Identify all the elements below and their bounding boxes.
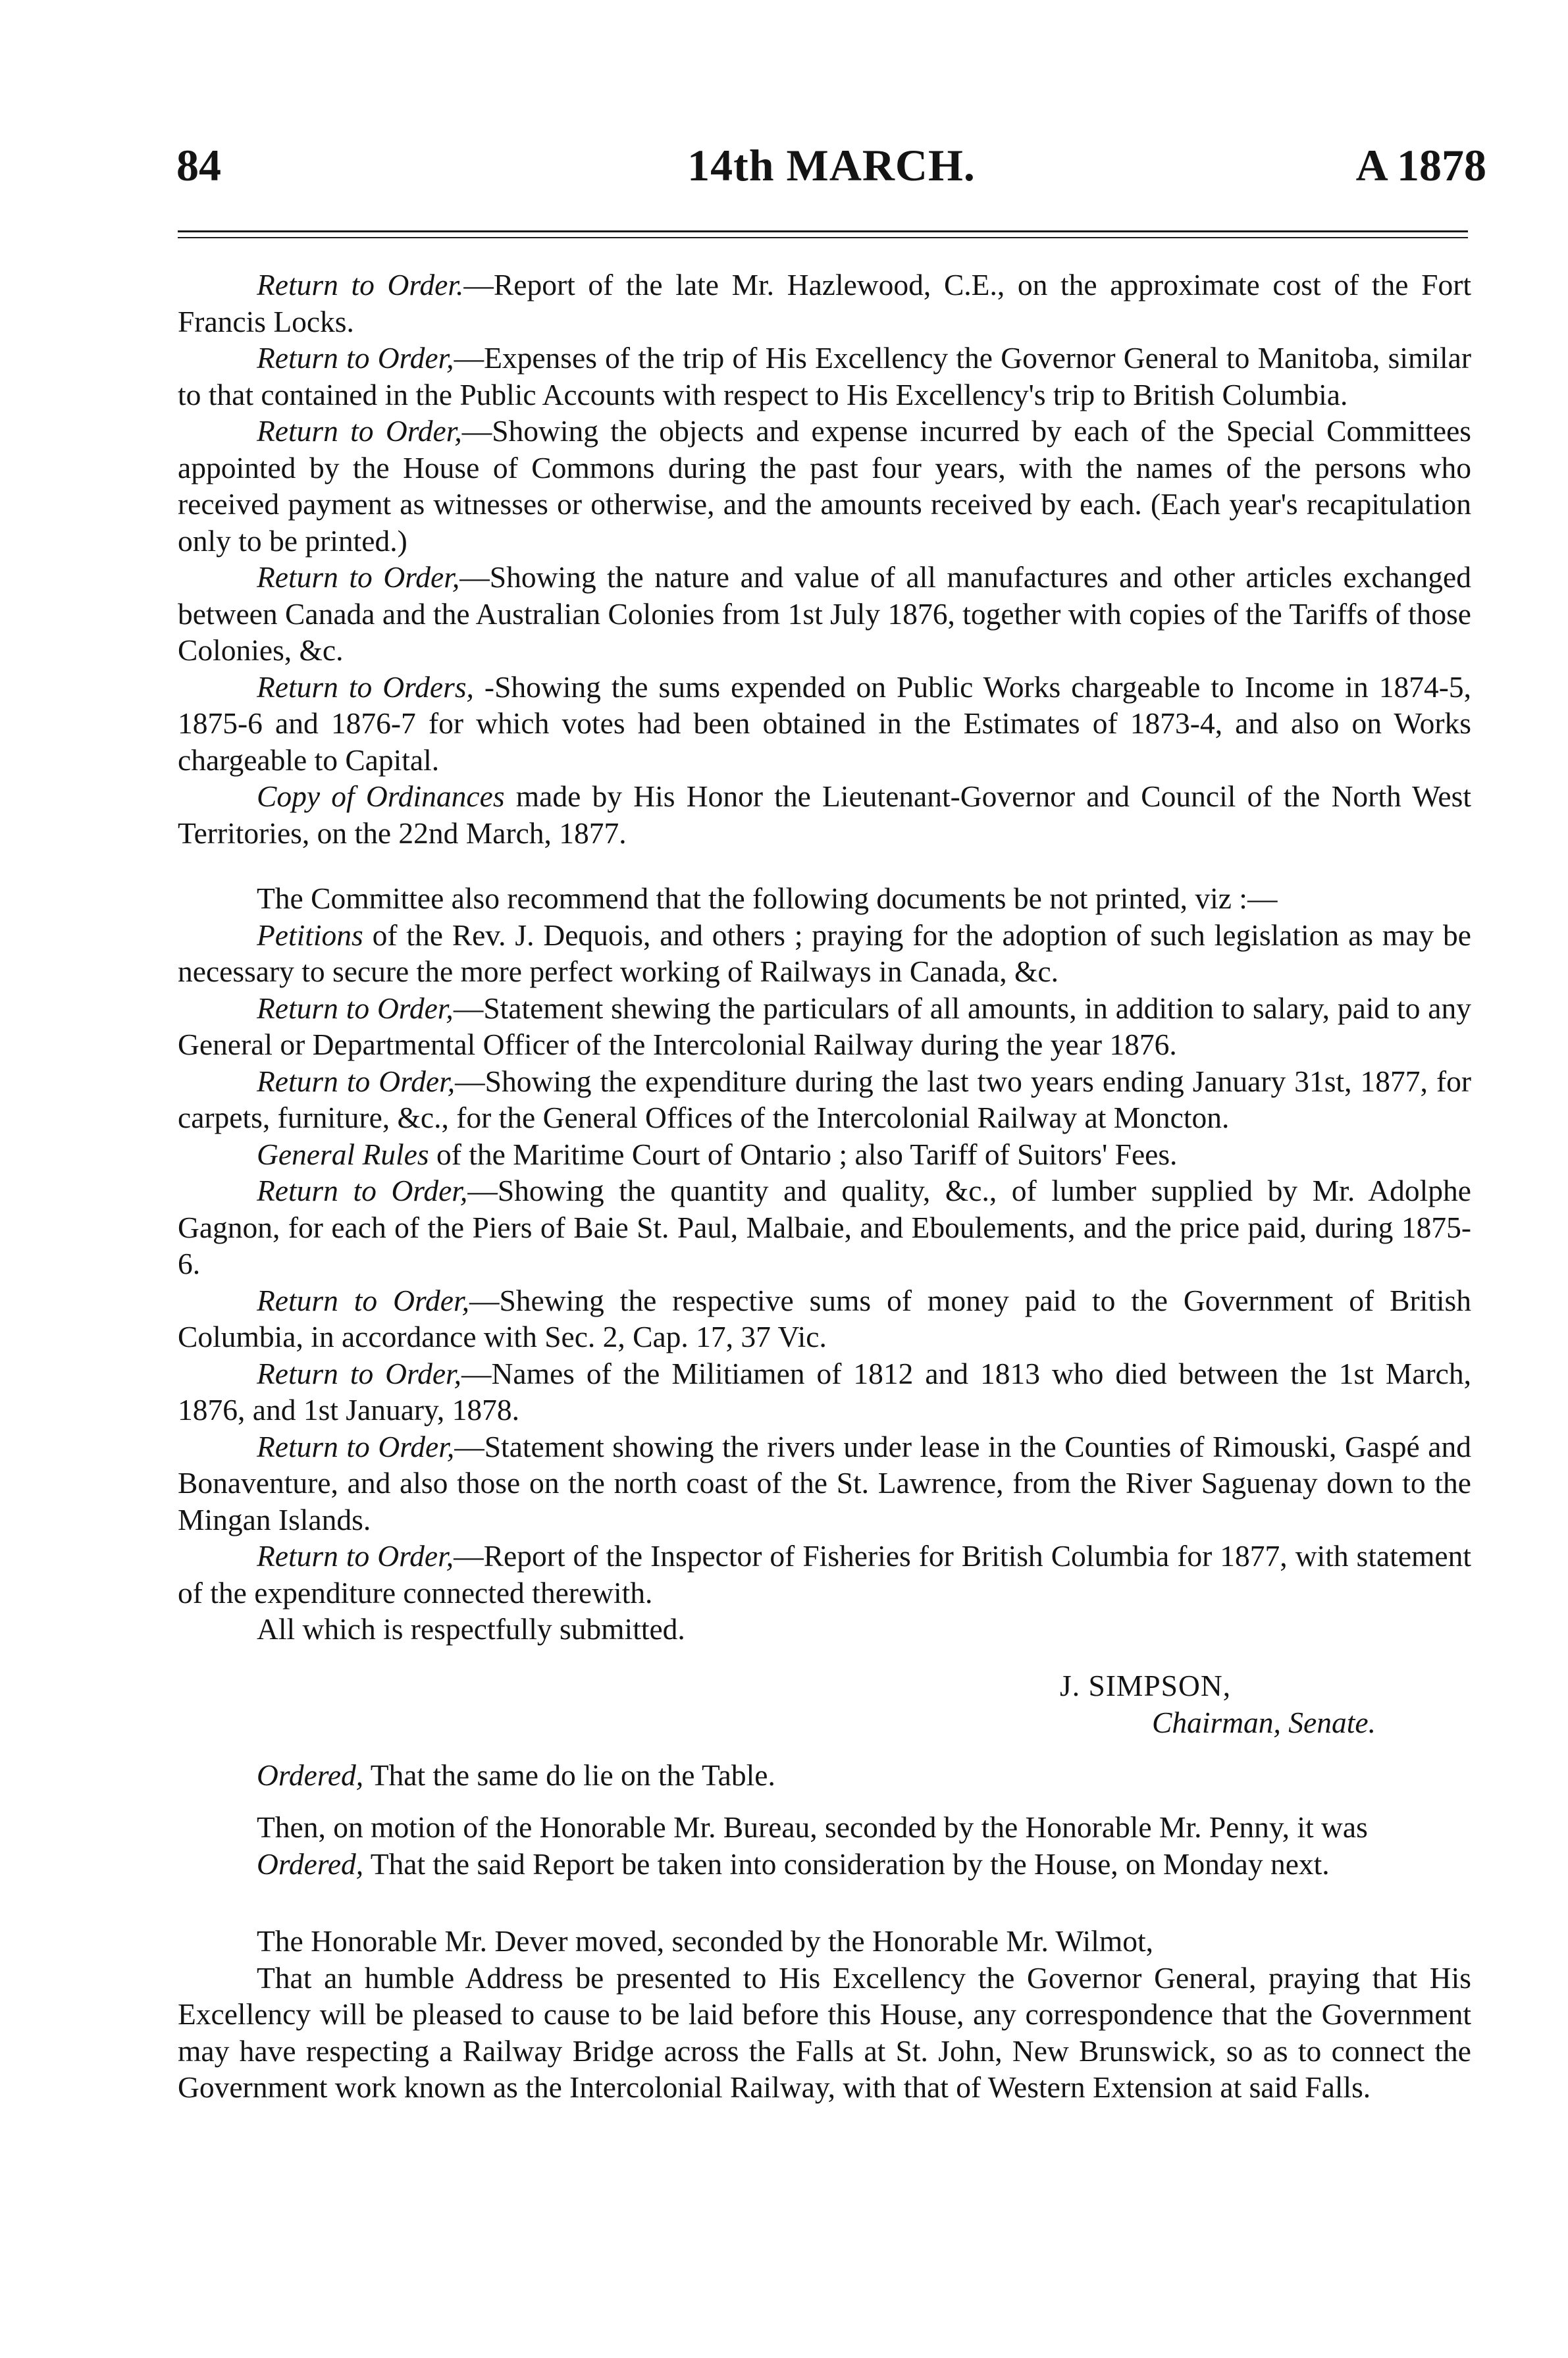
- entry-lead: General Rules: [257, 1137, 429, 1171]
- entry-text: That the said Report be taken into consideration by the House, on Monday next.: [363, 1847, 1330, 1881]
- entry-lead: Ordered,: [257, 1758, 364, 1792]
- ordered-table: [178, 1757, 1471, 1794]
- entry-lead: Return to Order,: [257, 341, 454, 375]
- entry-lead: Copy of Ordinances: [257, 779, 505, 813]
- signatory-title: Chairman, Senate.: [1152, 1705, 1376, 1739]
- return-entry: [178, 413, 1471, 559]
- not-printed-entry: [178, 1355, 1471, 1428]
- not-printed-entry: [178, 1172, 1471, 1282]
- entry-text: of the Rev. J. Dequois, and others ; praying for the adoption of such legislation as may be necessary to secure the more perfect working of Railways in Canada, &c.: [178, 918, 1471, 988]
- entry-lead: Return to Order,: [257, 1283, 469, 1317]
- page-header: [176, 140, 1486, 212]
- header-rule-thin: [178, 237, 1468, 238]
- not-printed-entry: [178, 1136, 1471, 1173]
- return-entry: [178, 778, 1471, 851]
- page-number: 84: [176, 140, 221, 190]
- return-entry: [178, 340, 1471, 413]
- entry-lead: Return to Order,: [257, 414, 462, 448]
- entry-text: —Report of the late Mr. Hazlewood, C.E., on the approximate cost of the Fort Francis Locks.: [178, 268, 1471, 338]
- return-entry: [178, 559, 1471, 669]
- entry-lead: Return to Order,: [257, 991, 454, 1025]
- entry-lead: Return to Orders,: [257, 669, 474, 704]
- not-printed-intro: The Committee also recommend that the following documents be not printed, viz :—: [257, 881, 1278, 915]
- entry-text: of the Maritime Court of Ontario ; also Tariff of Suitors' Fees.: [429, 1137, 1178, 1171]
- return-entry: [178, 669, 1471, 779]
- entry-text: —Statement showing the rivers under lease in the Counties of Rimouski, Gaspé and Bonaventure, and also those on the north coast of the St. Lawrence, from the River Saguenay down to the Mingan Islands.: [178, 1429, 1471, 1536]
- entry-lead: Return to Order,: [257, 1174, 468, 1207]
- entry-lead: Return to Order,: [257, 1429, 455, 1463]
- return-entry: [178, 267, 1471, 340]
- entry-lead: Return to Order,: [257, 560, 460, 594]
- signatory-name: J. SIMPSON,: [1060, 1668, 1232, 1702]
- not-printed-entry: [178, 1538, 1471, 1611]
- entry-text: —Report of the Inspector of Fisheries for British Columbia for 1877, with statement of the expenditure connected therewith.: [178, 1539, 1471, 1610]
- not-printed-entry: [178, 1063, 1471, 1136]
- entry-text: —Showing the nature and value of all manufactures and other articles exchanged between Canada and the Australian Colonies from 1st July 1876, together with copies of the Tariffs of those Colonies, &c.: [178, 560, 1472, 667]
- page-body: [178, 267, 1471, 2106]
- entry-text: —Statement shewing the particulars of all amounts, in addition to salary, paid to any General or Departmental Officer of the Intercolonial Railway during the year 1876.: [178, 991, 1471, 1061]
- entry-lead: Return to Order,: [257, 1064, 456, 1098]
- entry-text: —Names of the Militiamen of 1812 and 1813 who died between the 1st March, 1876, and 1st January, 1878.: [178, 1356, 1471, 1427]
- header-rule: [178, 230, 1468, 232]
- ordered-monday: [178, 1846, 1471, 1883]
- entry-lead: Return to Order.: [257, 268, 464, 301]
- submitted-line: All which is respectfully submitted.: [257, 1612, 685, 1646]
- entry-text: —Shewing the respective sums of money paid to the Government of British Columbia, in accordance with Sec. 2, Cap. 17, 37 Vic.: [178, 1283, 1471, 1353]
- entry-lead: Petitions: [257, 918, 363, 952]
- not-printed-entry: [178, 990, 1471, 1063]
- entry-text: That the same do lie on the Table.: [363, 1758, 775, 1792]
- not-printed-entry: [178, 917, 1471, 990]
- entry-text: —Expenses of the trip of His Excellency the Governor General to Manitoba, similar to that contained in the Public Accounts with respect to His Excellency's trip to British Columbia.: [178, 341, 1472, 411]
- entry-text: made by His Honor the Lieutenant-Governor and Council of the North West Territories, on the 22nd March, 1877.: [178, 779, 1471, 850]
- entry-text: —Showing the expenditure during the last two years ending January 31st, 1877, for carpets, furniture, &c., for the General Offices of the Intercolonial Railway at Moncton.: [178, 1064, 1471, 1134]
- page-year: A 1878: [1355, 140, 1486, 190]
- motion-bureau: Then, on motion of the Honorable Mr. Bureau, seconded by the Honorable Mr. Penny, it was: [257, 1810, 1368, 1844]
- entry-text: —Showing the objects and expense incurred by each of the Special Committees appointed by the House of Commons during the past four years, with the names of the persons who received payment as witnesses or otherwise, and the amounts received by each. (Each year's recapitulation only to be printed.): [178, 414, 1471, 558]
- entry-lead: Ordered,: [257, 1847, 364, 1881]
- dever-motion: The Honorable Mr. Dever moved, seconded by the Honorable Mr. Wilmot,: [257, 1924, 1154, 1958]
- entry-text: —Showing the quantity and quality, &c., of lumber supplied by Mr. Adolphe Gagnon, for each of the Piers of Baie St. Paul, Malbaie, and Eboulements, and the price paid, during 1875-6.: [178, 1174, 1471, 1280]
- entry-lead: Return to Order,: [257, 1539, 454, 1573]
- address-text: That an humble Address be presented to His Excellency the Governor General, praying that His Excellency will be pleased to cause to be laid before this House, any correspondence that the Government may have respecting a Railway Bridge across the Falls at St. John, New Brunswick, so as to connect the Government work known as the Intercolonial Railway, with that of Western Extension at said Falls.: [178, 1960, 1471, 2104]
- entry-lead: Return to Order,: [257, 1356, 462, 1390]
- entry-text: -Showing the sums expended on Public Works chargeable to Income in 1874-5, 1875-6 and 1876-7 for which votes had been obtained in the Estimates of 1873-4, and also on Works chargeable to Capital.: [178, 669, 1471, 777]
- not-printed-entry: [178, 1282, 1471, 1355]
- signature-block: [178, 1667, 1471, 1741]
- not-printed-entry: [178, 1428, 1471, 1538]
- page-date-heading: 14th MARCH.: [687, 140, 976, 190]
